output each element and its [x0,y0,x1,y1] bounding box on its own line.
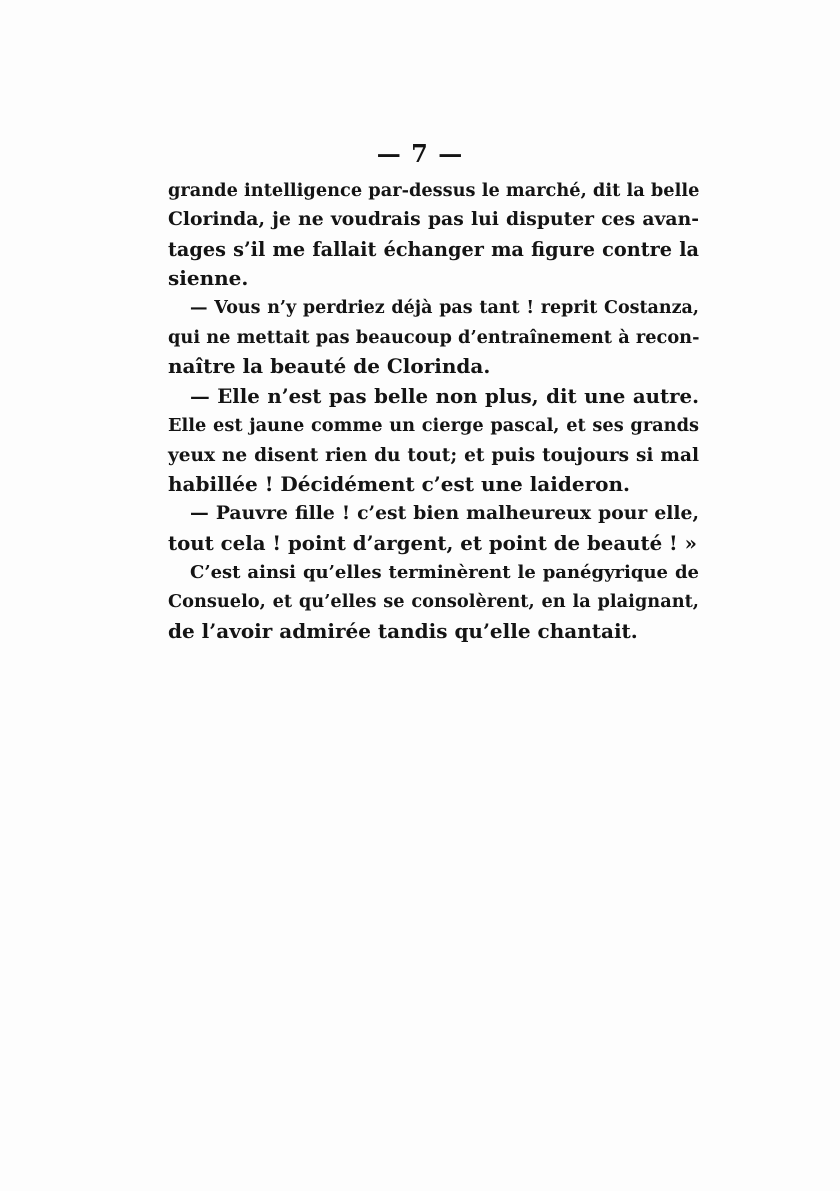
text-line: Elle est jaune comme un cierge pascal, et ses grands [168,415,699,437]
text-line: naître la beauté de Clorinda. [168,354,491,379]
text-line: qui ne mettait pas beaucoup d’entraînement à recon- [168,326,700,348]
text-line: Clorinda, je ne voudrais pas lui disputer ces avan- [168,208,699,231]
text-line: tages s’il me fallait échanger ma figure contre la [168,237,699,261]
text-line: de l’avoir admirée tandis qu’elle chantait. [168,618,638,643]
text-line: C’est ainsi qu’elles terminèrent le panégyrique de [190,562,699,584]
text-line: grande intelligence par-dessus le marché, dit la belle [168,180,700,201]
body-text [168,176,699,646]
text-line: sienne. [168,266,249,291]
page-number: — 7 — [376,139,464,168]
text-line: — Vous n’y perdriez déjà pas tant ! reprit Costanza, [190,297,699,318]
text-line: tout cela ! point d’argent, et point de beauté ! » [168,530,697,555]
text-line: — Elle n’est pas belle non plus, dit une autre. [190,383,699,408]
text-line: habillée ! Décidément c’est une laideron. [168,471,630,496]
text-line: — Pauvre fille ! c’est bien malheureux pour elle, [190,502,699,525]
text-line: Consuelo, et qu’elles se consolèrent, en la plaignant, [168,591,699,613]
text-line: yeux ne disent rien du tout; et puis toujours si mal [168,444,699,466]
